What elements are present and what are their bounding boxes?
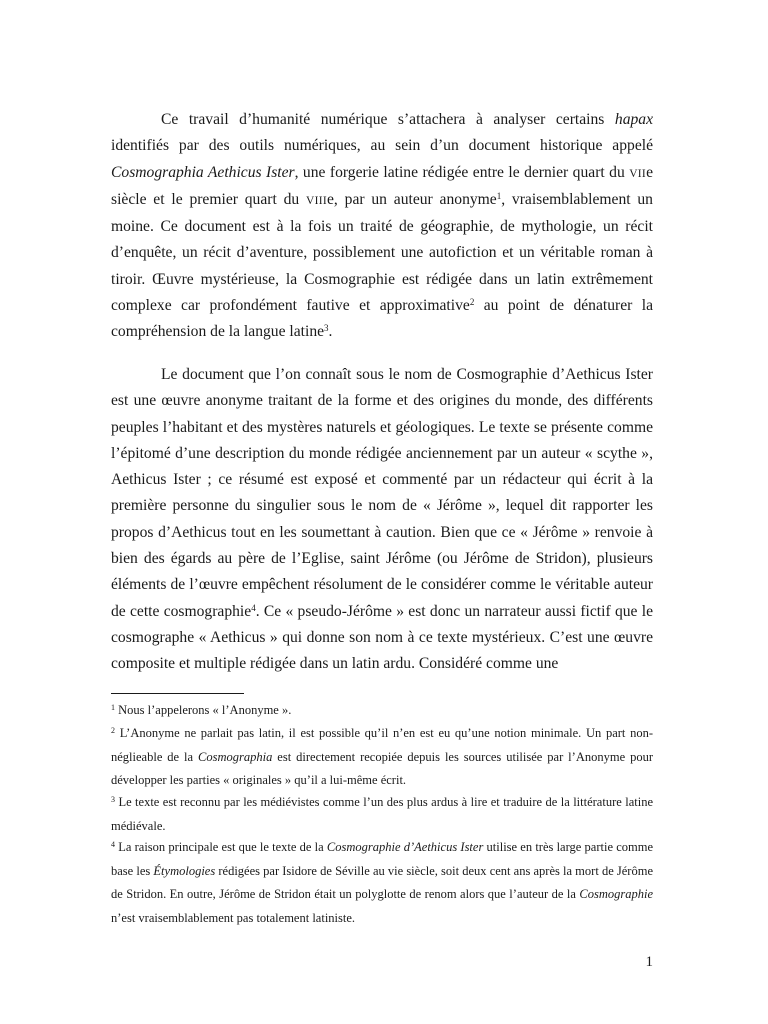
text-run: . Ce « pseudo-Jérôme » est donc un narrateur aussi fictif que le cosmographe « Aethicus » qui donne son nom à ce texte mystérieux. C’est une œuvre composite et multiple rédigée dans un latin ardu. Considéré comme une bbox=[111, 602, 653, 673]
footnote-marker: 3 bbox=[324, 323, 329, 334]
footnote-4 bbox=[111, 836, 653, 930]
body-paragraph-2 bbox=[111, 362, 653, 678]
footnote-marker: 4 bbox=[111, 840, 115, 849]
italic-text: Cosmographia bbox=[198, 749, 273, 764]
text-run: est directement recopiée depuis les sources utilisée par l’Anonyme pour développer les parties « originales » qu’il a lui-même écrit. bbox=[111, 749, 653, 788]
text-run: e siècle et le premier quart du bbox=[111, 163, 653, 208]
footnote-marker: 2 bbox=[111, 726, 115, 735]
footnote-marker: 4 bbox=[251, 602, 256, 613]
text-run: La raison principale est que le texte de la bbox=[115, 840, 327, 854]
italic-text: Cosmographie bbox=[579, 887, 653, 902]
footnote-marker: 1 bbox=[496, 190, 502, 201]
body-paragraph-1 bbox=[111, 107, 653, 346]
text-run: utilise en très large partie comme base les bbox=[111, 840, 654, 878]
text-run: L’Anonyme ne parlait pas latin, il est possible qu’il n’en est eu qu’une notion minimale. Un part non-néglieable de la bbox=[111, 726, 653, 764]
text-run: identifiés par des outils numériques, au sein d’un document historique appelé bbox=[111, 137, 653, 155]
footnote-3 bbox=[111, 791, 653, 838]
footnote-separator bbox=[111, 693, 244, 694]
text-run: au point de dénaturer la compréhension de la langue latine bbox=[111, 297, 653, 341]
text-run: . bbox=[328, 323, 333, 341]
footnote-marker: 3 bbox=[111, 795, 115, 804]
text-run: Nous l’appelerons « l’Anonyme ». bbox=[115, 703, 292, 717]
footnote-1 bbox=[111, 699, 653, 723]
text-run: Ce travail d’humanité numérique s’attachera à analyser certains bbox=[161, 111, 615, 128]
page-number: 1 bbox=[645, 954, 653, 970]
text-run: , vraisemblablement un moine. Ce document est à la fois un traité de géographie, de mythologie, un récit d’enquête, un récit d’aventure, possiblement une autofiction et un véritable roman à tiroir. Œuvre mystérieuse, la Cosmographie est rédigée dans un latin extrêmement complexe car profondément fautive et approximative bbox=[111, 190, 653, 315]
small-caps-text: VIII bbox=[306, 194, 328, 207]
italic-text: Étymologies bbox=[153, 863, 216, 878]
text-run: , une forgerie latine rédigée entre le dernier quart du bbox=[294, 163, 630, 181]
footnote-2 bbox=[111, 722, 653, 793]
text-run: Le texte est reconnu par les médiévistes comme l’un des plus ardus à lire et traduire de la littérature latine médiévale. bbox=[111, 795, 653, 833]
footnote-marker: 2 bbox=[469, 297, 475, 308]
text-run: e, par un auteur anonyme bbox=[327, 190, 497, 208]
italic-text: Cosmographie d’Aethicus Ister bbox=[326, 840, 484, 854]
text-run: rédigées par Isidore de Séville au vie siècle, soit deux cent ans après la mort de Jérôme de Stridon. En outre, Jérôme de Stridon était un polyglotte de renom alors que l’auteur de la bbox=[111, 863, 653, 902]
text-run: n’est vraisemblablement pas totalement latiniste. bbox=[111, 910, 356, 925]
small-caps-text: VII bbox=[629, 167, 647, 180]
text-run: Le document que l’on connaît sous le nom de Cosmographie d’Aethicus Ister est une œuvre anonyme traitant de la forme et des origines du monde, des différents peuples l’habitant et des mystères naturels et géologiques. Le texte se présente comme l’épitomé d’une description du monde rédigée anciennement par un auteur « scythe », Aethicus Ister ; ce résumé est exposé et commenté par un rédacteur qui écrit à la première personne du singulier sous le nom de « Jérôme », lequel dit rapporter les propos d’Aethicus tout en les soumettant à caution. Bien que ce « Jérôme » renvoie à bien des égards au père de l’Eglise, saint Jérôme (ou Jérôme de Stridon), plusieurs éléments de l’œuvre empêchent résolument de le considérer comme le véritable auteur de cette cosmographie bbox=[111, 366, 653, 620]
italic-text: Cosmographia Aethicus Ister bbox=[111, 163, 295, 181]
footnote-marker: 1 bbox=[111, 703, 115, 712]
italic-text: hapax bbox=[614, 111, 653, 128]
